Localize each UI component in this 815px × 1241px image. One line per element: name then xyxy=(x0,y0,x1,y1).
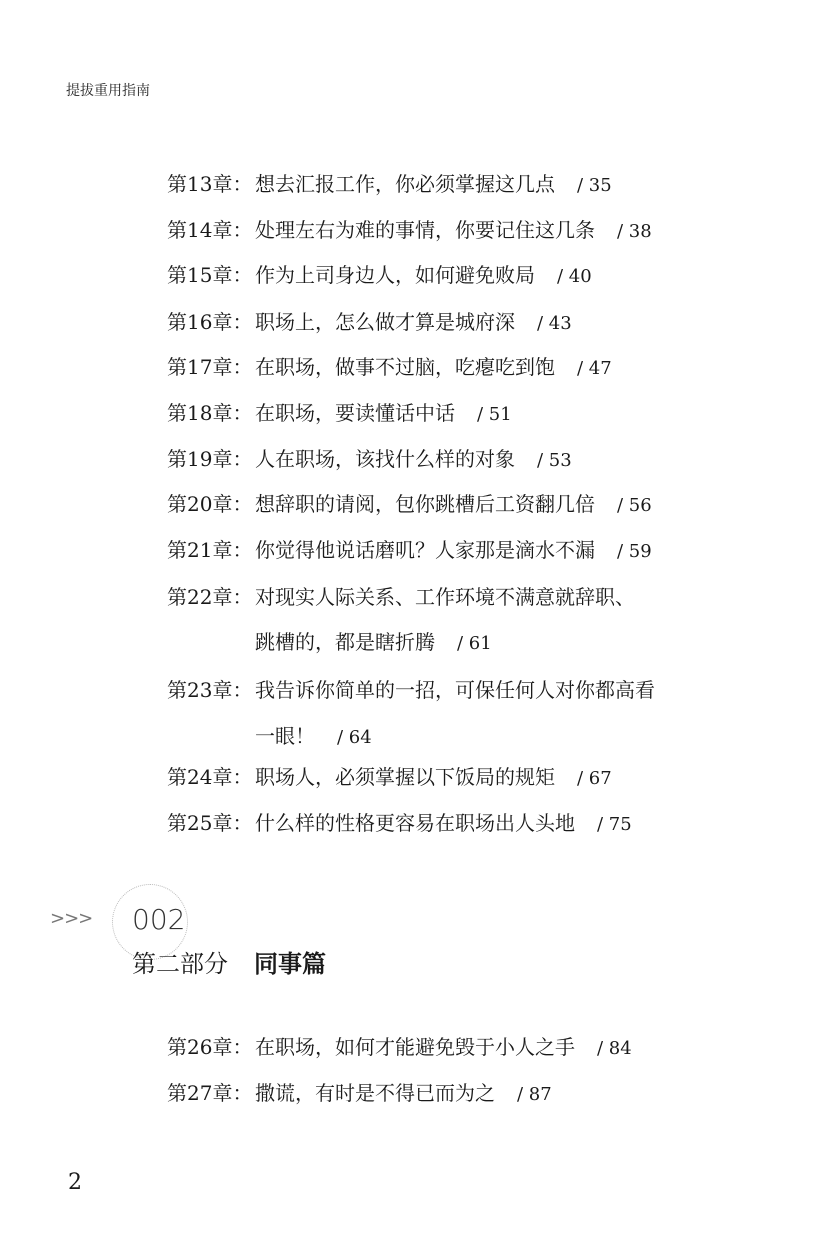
chapter-number: 第23章： xyxy=(167,678,253,702)
page-ref: / 87 xyxy=(517,1084,552,1105)
chapter-title: 在职场，做事不过脑，吃瘪吃到饱 xyxy=(255,355,555,379)
chapter-number: 第18章： xyxy=(167,401,253,425)
chapter-title: 对现实人际关系、工作环境不满意就辞职、 xyxy=(255,585,635,609)
toc-entry xyxy=(167,1083,552,1104)
page-ref: / 59 xyxy=(617,541,652,562)
toc-entry xyxy=(167,767,612,788)
chapter-title-cont: 跳槽的，都是瞎折腾 xyxy=(255,630,435,654)
page-ref: / 40 xyxy=(557,266,592,287)
page-ref: / 38 xyxy=(617,221,652,242)
toc-entry xyxy=(167,357,612,378)
page-ref: / 56 xyxy=(617,495,652,516)
chapter-number: 第27章： xyxy=(167,1081,253,1105)
part-label: 第二部分 xyxy=(132,950,228,978)
toc-entry xyxy=(167,312,572,333)
page-ref: / 75 xyxy=(597,814,632,835)
chapter-number: 第17章： xyxy=(167,355,253,379)
page-ref: / 53 xyxy=(537,450,572,471)
page-ref: / 43 xyxy=(537,313,572,334)
chapter-number: 第15章： xyxy=(167,263,253,287)
chapter-number: 第20章： xyxy=(167,492,253,516)
chapter-title: 作为上司身边人，如何避免败局 xyxy=(255,263,535,287)
chapter-number: 第24章： xyxy=(167,765,253,789)
page-ref: / 51 xyxy=(477,404,512,425)
chapter-title: 你觉得他说话磨叽？人家那是滴水不漏 xyxy=(255,538,595,562)
chapter-number: 第16章： xyxy=(167,310,253,334)
page-ref: / 67 xyxy=(577,768,612,789)
toc-entry xyxy=(167,540,652,561)
chapter-title: 在职场，如何才能避免毁于小人之手 xyxy=(255,1035,575,1059)
toc-entry xyxy=(167,680,655,700)
chapter-title-cont: 一眼！ xyxy=(255,724,315,748)
part-heading xyxy=(132,944,326,979)
toc-entry xyxy=(167,494,652,515)
chapter-number: 第13章： xyxy=(167,172,253,196)
page-ref: / 47 xyxy=(577,358,612,379)
chapter-number: 第26章： xyxy=(167,1035,253,1059)
toc-entry xyxy=(167,587,635,607)
chapter-title: 什么样的性格更容易在职场出人头地 xyxy=(255,811,575,835)
chapter-title: 人在职场，该找什么样的对象 xyxy=(255,447,515,471)
toc-entry xyxy=(167,265,592,286)
chapter-title: 在职场，要读懂话中话 xyxy=(255,401,455,425)
running-header: 提拔重用指南 xyxy=(66,83,150,99)
toc-entry-continuation xyxy=(255,726,372,747)
toc-entry xyxy=(167,403,512,424)
arrows-decoration: >>> xyxy=(50,908,93,929)
toc-entry xyxy=(167,220,652,241)
chapter-number: 第22章： xyxy=(167,585,253,609)
toc-entry xyxy=(167,1037,632,1058)
chapter-title: 想辞职的请阅，包你跳槽后工资翻几倍 xyxy=(255,492,595,516)
chapter-title: 撒谎，有时是不得已而为之 xyxy=(255,1081,495,1105)
page-ref: / 61 xyxy=(457,633,492,654)
page-ref: / 84 xyxy=(597,1038,632,1059)
chapter-title: 我告诉你简单的一招，可保任何人对你都高看 xyxy=(255,678,655,702)
toc-entry xyxy=(167,174,612,195)
page-ref: / 64 xyxy=(337,727,372,748)
chapter-title: 职场上，怎么做才算是城府深 xyxy=(255,310,515,334)
page-ref: / 35 xyxy=(577,175,612,196)
chapter-title: 职场人，必须掌握以下饭局的规矩 xyxy=(255,765,555,789)
chapter-number: 第14章： xyxy=(167,218,253,242)
chapter-title: 处理左右为难的事情，你要记住这几条 xyxy=(255,218,595,242)
chapter-number: 第25章： xyxy=(167,811,253,835)
page-number: 2 xyxy=(68,1170,82,1195)
toc-entry xyxy=(167,813,632,834)
toc-entry-continuation xyxy=(255,632,492,653)
part-name: 同事篇 xyxy=(254,950,326,978)
chapter-number: 第21章： xyxy=(167,538,253,562)
chapter-title: 想去汇报工作，你必须掌握这几点 xyxy=(255,172,555,196)
toc-entry xyxy=(167,449,572,470)
chapter-number: 第19章： xyxy=(167,447,253,471)
part-number: 002 xyxy=(132,903,186,936)
